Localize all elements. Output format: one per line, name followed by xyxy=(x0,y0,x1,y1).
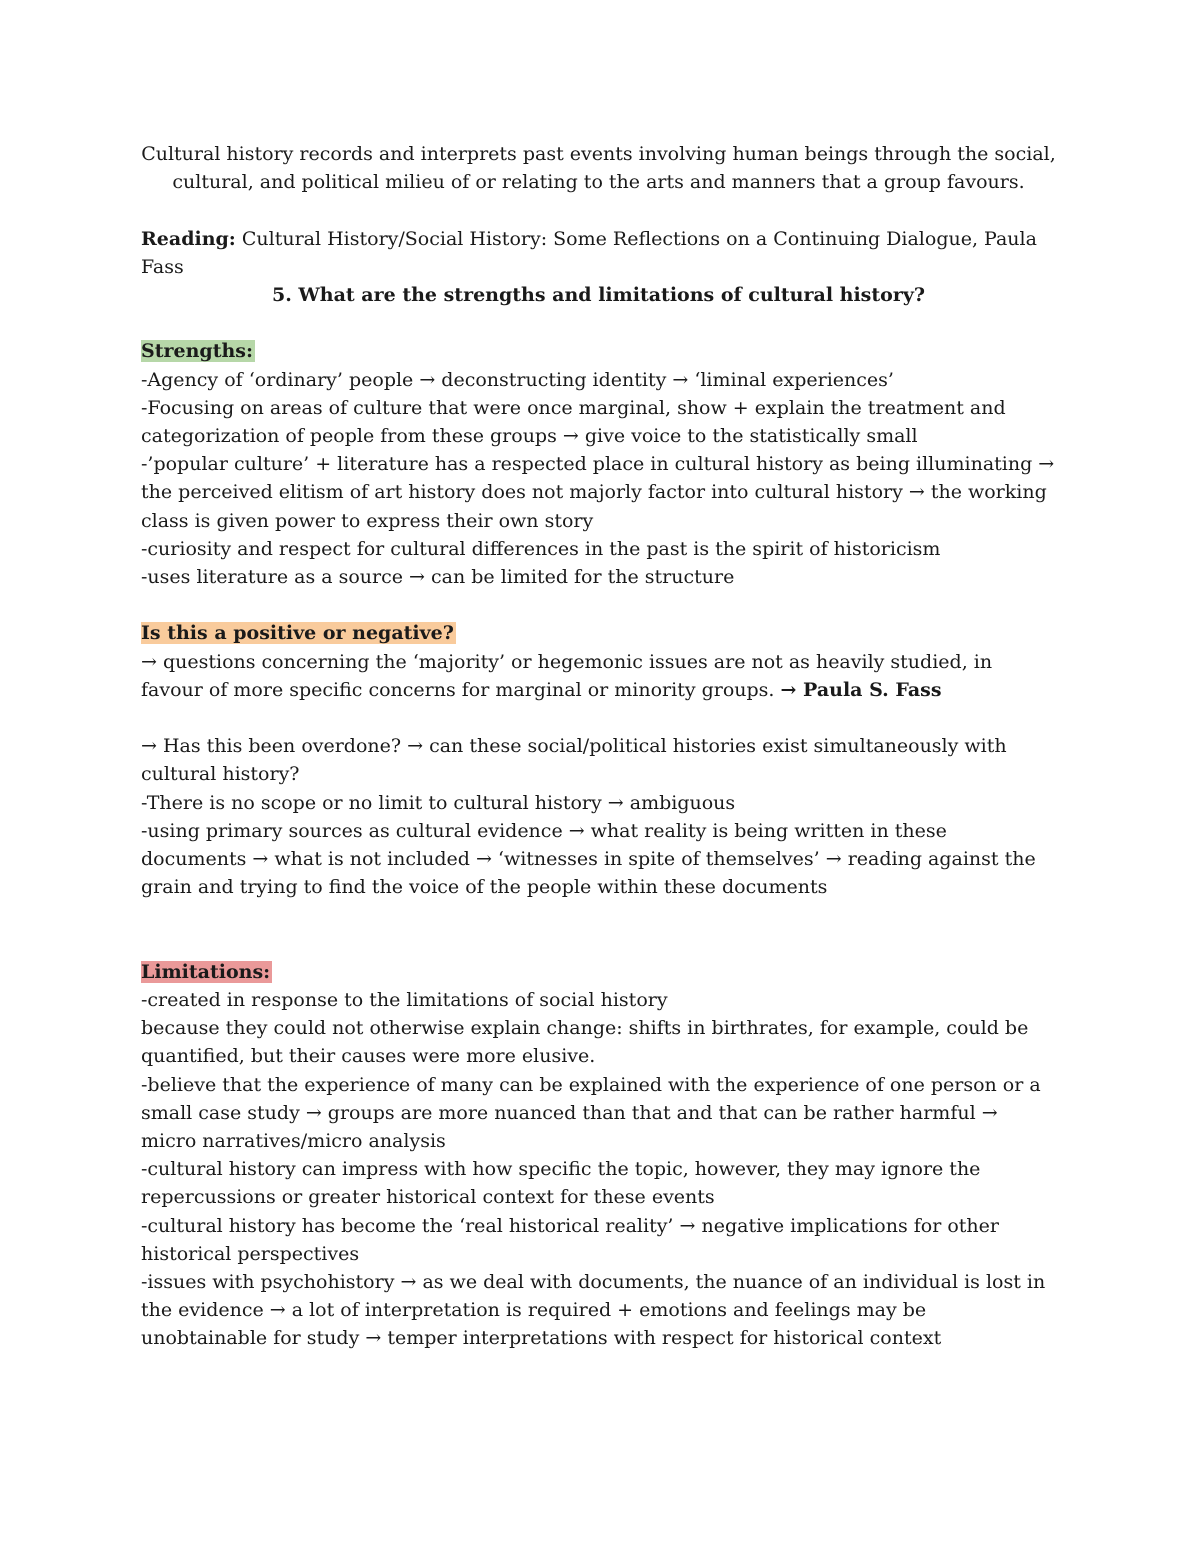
list-item: -using primary sources as cultural evidence → what reality is being written in these documents → what is not included → ‘witnesses in spite of themselves’ → reading against the grain and trying to find the voice of the people within these documents xyxy=(141,819,1036,899)
spacer xyxy=(141,704,1056,732)
positive-negative-text: → questions concerning the ‘majority’ or hegemonic issues are not as heavily studied, in favour of more specific concerns for marginal or minority groups. xyxy=(141,650,993,701)
intro-paragraph: Cultural history records and interprets past events involving human beings through the social, cultural, and political milieu of or relating to the arts and manners that a group favours. xyxy=(141,143,1056,194)
spacer xyxy=(141,196,1056,224)
positive-negative-heading-line xyxy=(141,619,1056,647)
spacer xyxy=(141,901,1056,929)
reading-text: Cultural History/Social History: Some Reflections on a Continuing Dialogue, Paula Fass xyxy=(141,227,1037,278)
list-item: -Agency of ‘ordinary’ people → deconstructing identity → ‘liminal experiences’ xyxy=(141,368,894,391)
document-page xyxy=(141,140,1056,1353)
limitations-heading-line xyxy=(141,958,1056,986)
reading-label: Reading: xyxy=(141,227,236,250)
positive-negative-paragraph xyxy=(141,648,1056,704)
question-heading: 5. What are the strengths and limitations of cultural history? xyxy=(271,284,926,306)
spacer xyxy=(141,930,1056,958)
list-item: -There is no scope or no limit to cultural history → ambiguous xyxy=(141,791,736,814)
limitations-heading: Limitations: xyxy=(141,960,271,983)
list-item: -believe that the experience of many can be explained with the experience of one person or a small case study → groups are more nuanced than that and that can be rather harmful → micro narratives/micro analysis xyxy=(141,1073,1041,1153)
list-item: because they could not otherwise explain change: shifts in birthrates, for example, could be quantified, but their causes were more elusive. xyxy=(141,1017,1029,1068)
spacer xyxy=(141,309,1056,337)
list-item: -Focusing on areas of culture that were once marginal, show + explain the treatment and categorization of people from these groups → give voice to the statistically small xyxy=(141,396,1006,447)
list-item: -created in response to the limitations of social history xyxy=(141,989,668,1011)
list-item: -’popular culture’ + literature has a respected place in cultural history as being illuminating → the perceived elitism of art history does not majorly factor into cultural history → the working class is given power to express their own story xyxy=(141,453,1055,532)
strengths-heading: Strengths: xyxy=(141,340,253,363)
reading-line xyxy=(141,225,1056,281)
list-item: -uses literature as a source → can be limited for the structure xyxy=(141,566,735,589)
list-item: → Has this been overdone? → can these social/political histories exist simultaneously with cultural history? xyxy=(141,735,1007,786)
strengths-heading-line xyxy=(141,337,1056,365)
author-citation: → Paula S. Fass xyxy=(780,678,942,701)
list-item: -cultural history has become the ‘real historical reality’ → negative implications for other historical perspectives xyxy=(141,1214,999,1265)
list-item: -cultural history can impress with how specific the topic, however, they may ignore the repercussions or greater historical context for these events xyxy=(141,1158,981,1209)
spacer xyxy=(141,591,1056,619)
list-item: -curiosity and respect for cultural differences in the past is the spirit of historicism xyxy=(141,537,941,560)
positive-negative-heading: Is this a positive or negative? xyxy=(141,622,454,645)
list-item: -issues with psychohistory → as we deal with documents, the nuance of an individual is lost in the evidence → a lot of interpretation is required + emotions and feelings may be unobtainable for study → temper interpretations with respect for historical context xyxy=(141,1271,1046,1350)
